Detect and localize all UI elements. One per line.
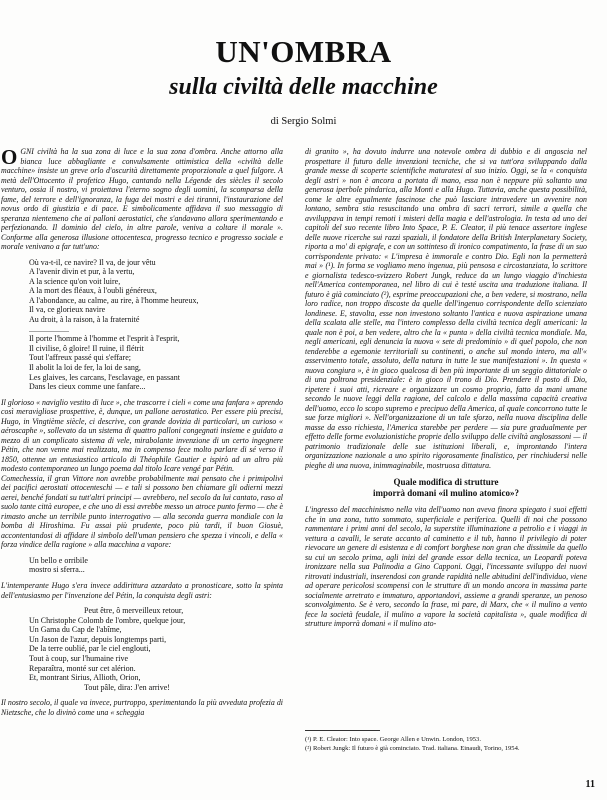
verse-block-1: Où va-t-il, ce navire? Il va, de jour vêtu A l'avenir divin et pur, à la vertu, A la science qu'on voit luire, A la mort des fléaux, à l'oubli généreux, A l'abondance, au calme, au rire, à l'homme heureux, Il va, ce glorieux navire Au droit, à la raison, à la fraternité .................... Il porte l'homme à l'homme et l'esprit à l'esprit, Il civilise, ô gloire! Il ruine, il flétrit Tout l'affreux passé qui s'effare; Il abolit la loi de fer, la loi de sang, Les glaives, les carcans, l'esclavage, en passant Dans les cieux comme une fanfare... bbox=[29, 257, 199, 392]
page-number: 11 bbox=[585, 779, 595, 790]
paragraph-2: Il glorioso « naviglio vestito di luce », che trascorre i cieli « come una fanfara » aprendo così meravigliose prospettive, è, dunque, un pallone aerostatico. Per essere più precisi, Hugo, in Vingtième siècle, ci descrive, con grande dovizia di particolari, un curioso « aéroscaphe », sollevato da un sistema di quattro palloni congegnati insieme e guidato a mezzo di un complicato sistema di vele, mirabolante invenzione di un certo ingegnere Pétin, che non venne mai realizzata, ma in compenso fece molto parlare di sé verso il 1850, ottenne un entusiastico articolo di Théophile Gautier e ispirò ad un altro più modesto contemporaneo un lungo poema dal titolo Icare vengé par Pétin. bbox=[1, 397, 283, 474]
paragraph-6: di granito », ha dovuto indurre una notevole ombra di dubbio e di angoscia nel prospettare il futuro delle invenzioni tecniche, che si va tutt'ora sviluppando dalla grande messe di scoperte scientifiche maturatesi al suo inizio. Oggi, se la « conquista degli astri » non è ancora a portata di mano, essa non è neppure più soltanto una generosa iperbole pindarica, alla Monti e alla Hugo. Tuttavia, anche questa possibilità, come le altre egualmente fascinose che può lasciare intravedere un avvenire non lontano, sembra stia resuscitando una ombra di sacri terrori, simile a quella che avviluppava in tempi remoti i misteri della magia e dell'astrologia. In testa ad uno dei capitoli del suo recente libro Into Space, P. E. Cleator, il più tenace assertore inglese delle nuove ricerche sui razzi spaziali, il fondatore della British Interplanetary Society, riporta a mo' di epigrafe, e con un sottinteso di ironico compatimento, la frase di un suo corrispondente privato: « L'impresa è immorale e contro Dio. Egli non la permetterà mai » (¹). In forma se vogliamo meno ingenua, più pensosa e circostanziata, lo scrittore e giornalista tedesco-svizzero Robert Jungk, reduce da un lungo viaggio d'inchiesta nell'America contemporanea, nel libro di cui è testé uscita una traduzione italiana. Il futuro è già cominciato (²), esprime preoccupazioni che, a ben vedere, si mostrano, nella loro radice, non troppo discoste da quelle dell'ingenuo corrispondente dello scienziato londinese. E, stavolta, esse non investono soltanto l'antica e nuova aspirazione umana della scalata alle stelle, ma l'intero complesso della civiltà tecnica degli americani: la quale non è poi, a ben vedere, altro che la « punta » della civiltà tecnica mondiale. Ma, negli americani, egli denuncia la nuova « sete di predominio » di quel popolo, che non tenderebbe a egemonie territoriali su continenti, o anche sul mondo intero, ma all'« asservimento totale, assoluto, della natura in tutte le sue manifestazioni ». In questa « nuova congiura », è in gioco qualcosa di ben più importante di un seggio dittatoriale o di una poltrona presidenziale: è in gioco il trono di Dio. Prendere il posto di Dio, ripetere i suoi atti, ricreare e organizzare un cosmo proprio, fatto da mani umane secondo le nuove leggi della ragione, del calcolo e della massima capacità creativa dell'uomo, ecco lo scopo supremo e precipuo della America, al quale concorrono tutte le sue forze migliori ». Nell'organizzazione di un tale sforzo, nella nuova disciplina delle masse da esso richiesta, l'America starebbe per perdere — sia pure gradualmente per effetto delle forme evoluzionistiche proprie dello sviluppo delle civiltà anglosassoni — il patrimonio tradizionale delle sue istituzioni liberali, e, improntando l'intera organizzazione nazionale a uno spirito rigorosamente finalistico, per rinchiudersi nelle pieghe di una nuova, inimmaginabile, mostruosa dittatura. bbox=[305, 147, 587, 470]
paragraph-1: OGNI civiltà ha la sua zona di luce e la sua zona d'ombra. Anche attorno alla bianca luce abbagliante e convulsamente ottimistica della «civiltà delle macchine» insiste un greve orlo d'oscurità direttamente proporzionale a quel fulgore. A metà dell'Ottocento il profetico Hugo, cantando nella Légende des siècles il secolo venturo, ossia il nostro, vi proiettava l'eterno sogno degli uomini, la scomparsa della fame, del terrore e dell'ignoranza, la fuga dei mostri e dei tiranni, l'instaurazione del novus ordo di giustizia e di pace. E simbolicamente affidava il suo messaggio di speranza nientemeno che ai palloni aerostatici, che s'andavano allora sperimentando e perfezionando. Il dominio del cielo, in altre parole, veniva a coltare il morale ». Conforme alla generosa illusione ottocentesca, progresso tecnico e progresso sociale e morale venivano a far tutt'uno: bbox=[1, 147, 283, 251]
article-author: di Sergio Solmi bbox=[270, 116, 337, 127]
right-column bbox=[305, 147, 587, 725]
paragraph-4: L'intemperante Hugo s'era invece addirittura azzardato a pronosticare, sotto la spinta dell'entusiasmo per l'invenzione del Pétin, la conquista degli astri: bbox=[1, 581, 283, 600]
article-title: UN'OMBRA bbox=[215, 34, 392, 69]
drop-cap: O bbox=[1, 147, 18, 169]
article-subtitle: sulla civiltà delle macchine bbox=[169, 74, 438, 100]
footnote-1: (¹) P. E. Cleator: Into space. George Allen e Unwin. London, 1953. bbox=[305, 736, 482, 743]
verse-block-2: Un bello e orribile mostro si sferra... bbox=[29, 555, 88, 575]
paragraph-7: L'ingresso del macchinismo nella vita dell'uomo non aveva finora spiegato i suoi effetti che in una zona, tutto sommato, superficiale e periferica. Quelli di noi che possono rammentare i primi anni del secolo, la superstite illuminazione a petrolio e i viaggi in vettura a cavalli, le serate accanto al caminetto e il tub, hanno il privilegio di poter rievocare un genere di esistenza e di comfort borghese non gran che dissimile da quello su cui un secolo prima, agli inizi del grande essor della tecnica, un Leopardi poteva ironizzare nella sua Palinodia a Gino Capponi. Oggi, l'incessante sviluppo dei nuovi ritrovati industriali, inserendosi con grande rapidità nelle abitudini dell'individuo, viene ad operare pericolosi scompensi con le strutture di un mondo ancora in massima parte socialmente arretrato e immaturo, apportandovi, assieme a grandi speranze, un penoso sconvolgimento. Se è vero, secondo la frase, mi pare, di Marx, che « il mulino a vento fece la società feudale, il mulino a vapore la società capitalista », quale modifica di strutture imporrà domani « il mulino ato- bbox=[305, 505, 587, 628]
section-subheading: Quale modifica di strutture imporrà domani «il mulino atomico»? bbox=[373, 477, 519, 498]
paragraph-3: Comechessia, il gran Vittore non avrebbe probabilmente mai pensato che i primipolivi dei pacifici aerostati ottocenteschi — e tali si possono ben chiamare gli odierni mezzi aerei, benché fondati su tutt'altri principi — avrebbero, nel secolo da lui cantato, raso al suolo tante città europee, e che uno di essi avrebbe messo un atroce punto fermo — che è rimasto anche un terribile punto interrogativo — alla seconda guerra mondiale con la bomba di Hiroshima. Fu assai più prudente, poco più tardi, il buon Giosuè, accontentandosi di affidare il simbolo dell'uman pensiero che spezza i vincoli, e della « forza vindice della ragione » alla macchina a vapore: bbox=[1, 473, 283, 550]
verse-block-3: Peut être, ô merveilleux retour, Un Christophe Colomb de l'ombre, quelque jour, Un Gama du Cap de l'abîme, Un Jason de l'azur, depuis longtemps parti, De la terre oublié, par le ciel englouti, Tout à coup, sur l'humaine rive Reparaîtra, monté sur cet alérion. Et, montrant Sirius, Allioth, Orion, Tout pâle, dira: J'en arrive! bbox=[29, 606, 186, 692]
left-column bbox=[1, 147, 283, 787]
footnote-2: (²) Robert Jungk: Il futuro è già cominciato. Trad. italiana. Einaudi, Torino, 1954. bbox=[305, 745, 520, 752]
footnote-divider bbox=[305, 730, 380, 731]
paragraph-5: Il nostro secolo, il quale va invece, purtroppo, sperimentando la più avveduta profezia di Nietzsche, che lo divinò come una « scheggia bbox=[1, 698, 283, 717]
